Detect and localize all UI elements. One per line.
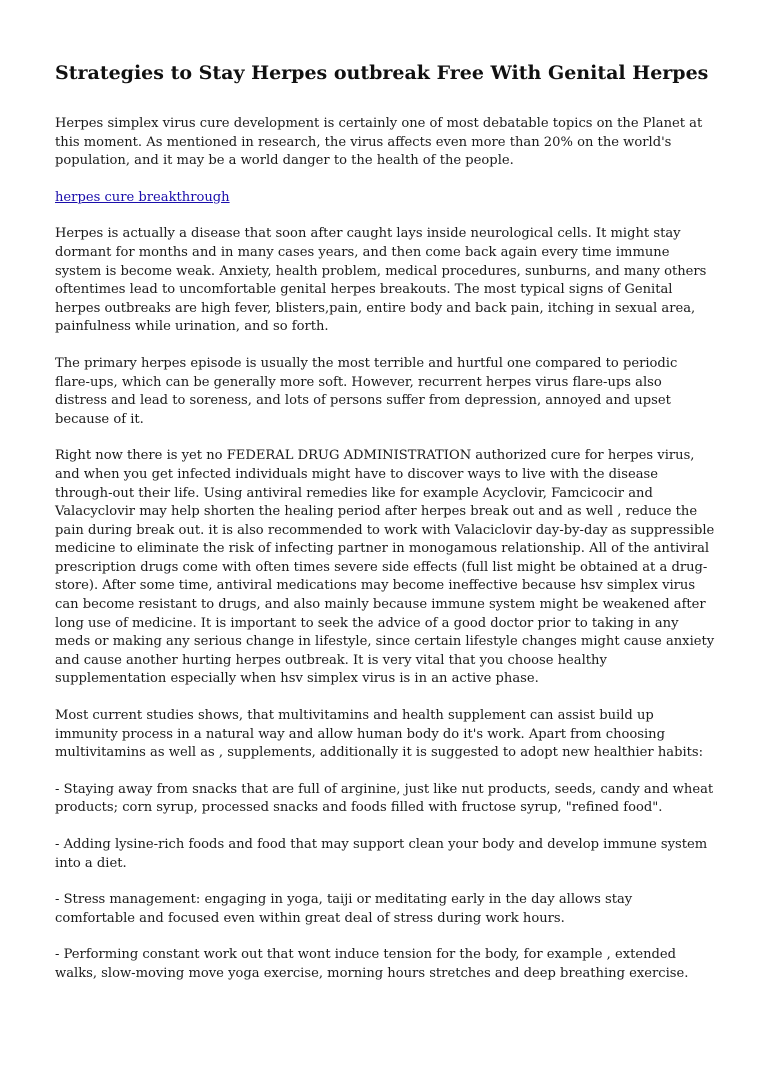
herpes-cure-link[interactable]: herpes cure breakthrough — [55, 189, 230, 205]
list-item-stress: - Stress management: engaging in yoga, taiji or meditating early in the day allows stay comfortable and focused even within great deal of stress during work hours. — [55, 892, 633, 926]
paragraph-disease: Herpes is actually a disease that soon after caught lays inside neurological cells. It might stay dormant for months and in many cases years, and then come back again every time immune system is become weak. Anxiety, health problem, medical procedures, sunburns, and many others oftentimes lead to uncomfortable genital herpes breakouts. The most typical signs of Genital herpes outbreaks are high fever, blisters,pain, entire body and back pain, itching in sexual area, painfulness while urination, and so forth. — [55, 226, 707, 335]
document-page — [55, 60, 715, 1002]
paragraph-episode: The primary herpes episode is usually the most terrible and hurtful one compared to periodic flare-ups, which can be generally more soft. However, recurrent herpes virus flare-ups also distress and lead to soreness, and lots of persons suffer from depression, annoyed and upset because of it. — [55, 355, 678, 427]
document-title: Strategies to Stay Herpes outbreak Free With Genital Herpes — [55, 62, 709, 84]
list-item-arginine: - Staying away from snacks that are full of arginine, just like nut products, seeds, candy and wheat products; corn syrup, processed snacks and foods filled with fructose syrup, "refined food". — [55, 781, 714, 816]
paragraph-intro: Herpes simplex virus cure development is certainly one of most debatable topics on the Planet at this moment. As mentioned in research, the virus affects even more than 20% on the world's population, and it may be a world danger to the health of the people. — [55, 116, 703, 169]
list-item-lysine: - Adding lysine-rich foods and food that may support clean your body and develop immune system into a diet. — [55, 837, 708, 871]
paragraph-treatment: Right now there is yet no FEDERAL DRUG ADMINISTRATION authorized cure for herpes virus, and when you get infected individuals might have to discover ways to live with the disease through-out their life. Using antiviral remedies like for example Acyclovir, Famcicocir and Valacyclovir may help shorten the healing period after herpes break out and as well , reduce the pain during break out. it is also recommended to work with Valaciclovir day-by-day as suppressible medicine to eliminate the risk of infecting partner in monogamous relationship. All of the antiviral prescription drugs come with often times severe side effects (full list might be obtained at a drug-store). After some time, antiviral medications may become ineffective because hsv simplex virus can become resistant to drugs, and also mainly because immune system might be weakened after long use of medicine. It is important to seek the advice of a good doctor prior to taking in any meds or making any serious change in lifestyle, since certain lifestyle changes might cause anxiety and cause another hurting herpes outbreak. It is very vital that you choose healthy supplementation especially when hsv simplex virus is in an active phase. — [55, 448, 715, 687]
link-paragraph — [55, 189, 715, 208]
list-item-exercise: - Performing constant work out that wont induce tension for the body, for example , extended walks, slow-moving move yoga exercise, morning hours stretches and deep breathing exercise. — [55, 947, 689, 981]
paragraph-studies: Most current studies shows, that multivitamins and health supplement can assist build up immunity process in a natural way and allow human body do it's work. Apart from choosing multivitamins as well as , supplements, additionally it is suggested to adopt new healthier habits: — [55, 708, 704, 761]
